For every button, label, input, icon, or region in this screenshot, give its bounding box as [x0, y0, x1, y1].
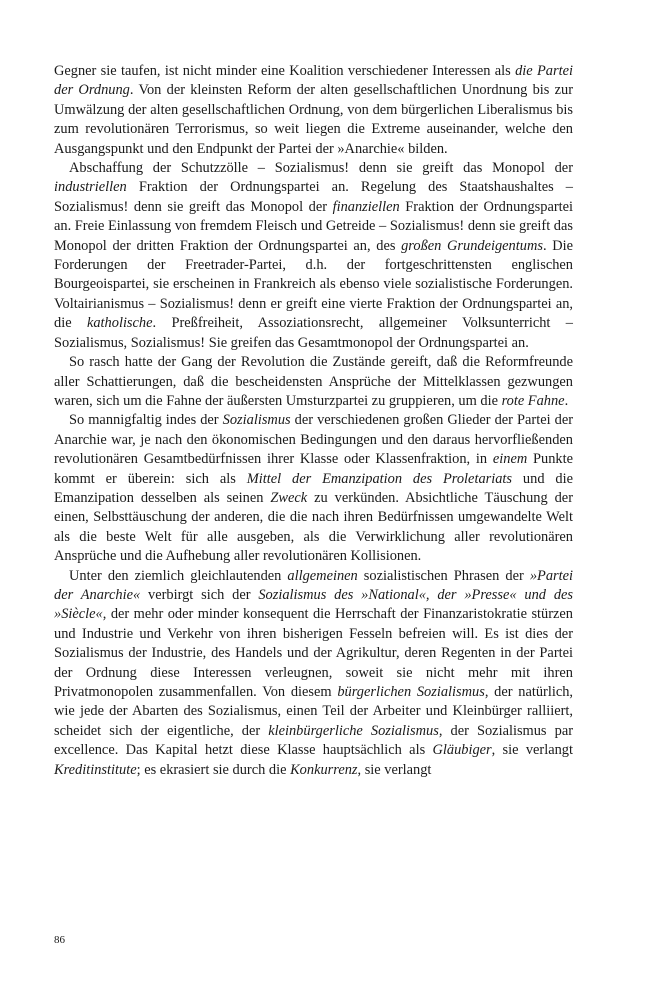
paragraph-5: [54, 567, 573, 780]
text-run: Punkte kommt er überein: sich als: [54, 451, 573, 487]
text-run: Abschaffung der Schutzzölle – Sozialismus! denn sie greift das Monopol der: [69, 160, 573, 177]
paragraph-3: [54, 353, 573, 411]
paragraph-2: [54, 159, 573, 353]
text-run: und die Emanzipation desselben als seinen: [54, 470, 573, 506]
text-run: zu verkünden. Absichtliche Täuschung der einen, Selbsttäuschung der anderen, die die nach ihren Bedürfnissen umgewandelte Welt als die beste Welt für alle ausgeben, als die Verwirklichung aller revolutionären Ansprüche und die Aufhebung aller revolutionären Kollisionen.: [54, 489, 573, 565]
italic-text: bürgerlichen Sozialismus: [337, 684, 485, 700]
text-run: Fraktion der Ordnungspartei an. Regelung des Staatshaushaltes – Sozialismus! denn sie greift das Monopol der: [54, 179, 573, 215]
text-run: So rasch hatte der Gang der Revolution die Zustände gereift, daß die Reformfreunde aller Schattierungen, daß die bescheidensten Ansprüche der Mittelklassen gezwungen waren, sich um die Fahne der äußersten Umsturzpartei zu gruppieren, um die: [54, 354, 573, 409]
text-run: Gegner sie taufen, ist nicht minder eine Koalition verschiedener Interessen als: [54, 63, 516, 79]
italic-text: rote Fahne: [501, 392, 565, 409]
italic-text: einem: [492, 451, 528, 468]
italic-text: industriellen: [54, 179, 127, 196]
italic-text: kleinbürgerliche Sozialismus: [268, 722, 439, 739]
italic-text: katholische: [86, 315, 153, 332]
text-run: So mannigfaltig indes der: [69, 412, 223, 429]
italic-text: Konkurrenz: [290, 761, 358, 778]
page-number: 86: [54, 934, 65, 946]
text-run: , der natürlich, wie jede der Abarten des Sozialismus, einen Teil der Arbeiter und Kleinbürger ralliiert, scheidet sich der eigentliche, der: [54, 684, 574, 739]
text-run: Fraktion der Ordnungspartei an. Freie Einlassung von fremdem Fleisch und Getreide – Sozialismus! denn sie greift das Monopol der dritten Fraktion der Ordnungspartei an, des: [54, 198, 574, 254]
italic-text: Sozialismus des »National«, der »Presse« und des »Siècle«: [54, 586, 573, 623]
text-run: , der mehr oder minder konsequent die Herrschaft der Finanzaristokratie stürzen und Industrie und Verkehr von ihren bisherigen Fesseln befreien will. Es ist dies der Sozialismus der Industrie, des Handels und der Agrikultur, deren Regenten in der Partei der Ordnung diese Interessen verleugnen, soweit sie nicht mehr mit ihren Privatmonopolen zusammenfallen. Von diesem: [54, 606, 573, 700]
text-run: . Von der kleinsten Reform der alten gesellschaftlichen Unordnung bis zur Umwälzung der alten gesellschaftlichen Ordnung, von dem bürgerlichen Liberalismus bis zum revolutionären Terrorismus, so weit liegen die Extreme auseinander, welche den Ausgangspunkt und den Endpunkt der Partei der »Anarchie« bilden.: [54, 82, 574, 157]
text-run: , sie verlangt: [357, 761, 432, 778]
italic-text: großen Grundeigentums: [401, 237, 543, 254]
italic-text: »Partei der Anarchie«: [54, 567, 573, 603]
text-run: . Die Forderungen der Freetrader-Partei, d.h. der fortgeschrittensten englischen Bourgeoispartei, sie erscheinen in Frankreich als ebenso viele sozialistische Forderungen. Voltairianismus – Sozialismus! denn er greift eine vierte Fraktion der Ordnungspartei an, die: [54, 237, 573, 332]
text-run: der verschiedenen großen Glieder der Partei der Anarchie war, je nach den ökonomischen Bedingungen und den daraus hervorfließenden revolutionären Gesamtbedürfnissen ihrer Klasse oder Klassenfraktion, in: [54, 412, 573, 468]
text-run: , sie verlangt: [491, 742, 573, 759]
italic-text: Mittel der Emanzipation des Proletariats: [246, 470, 513, 487]
paragraph-4: [54, 411, 573, 566]
italic-text: finanziellen: [332, 198, 400, 215]
italic-text: die Partei der Ordnung: [54, 63, 573, 99]
italic-text: Gläubiger: [432, 742, 492, 759]
page-body: [54, 62, 573, 780]
italic-text: Zweck: [270, 489, 308, 506]
italic-text: Kreditinstitute: [54, 761, 137, 778]
text-run: verbirgt sich der: [140, 586, 259, 603]
text-run: .: [564, 392, 569, 409]
text-run: . Preßfreiheit, Assoziationsrecht, allgemeiner Volksunterricht – Sozialismus, Sozialismus! Sie greifen das Gesamtmonopol der Ordnungspartei an.: [54, 315, 573, 351]
text-run: , der Sozialismus par excellence. Das Kapital hetzt diese Klasse hauptsächlich als: [54, 722, 573, 759]
text-run: Unter den ziemlich gleichlautenden: [69, 567, 288, 584]
italic-text: Sozialismus: [222, 412, 291, 429]
italic-text: allgemeinen: [287, 567, 358, 584]
text-run: sozialistischen Phrasen der: [357, 567, 530, 584]
paragraph-1: [54, 62, 573, 159]
text-run: ; es ekrasiert sie durch die: [136, 761, 291, 778]
